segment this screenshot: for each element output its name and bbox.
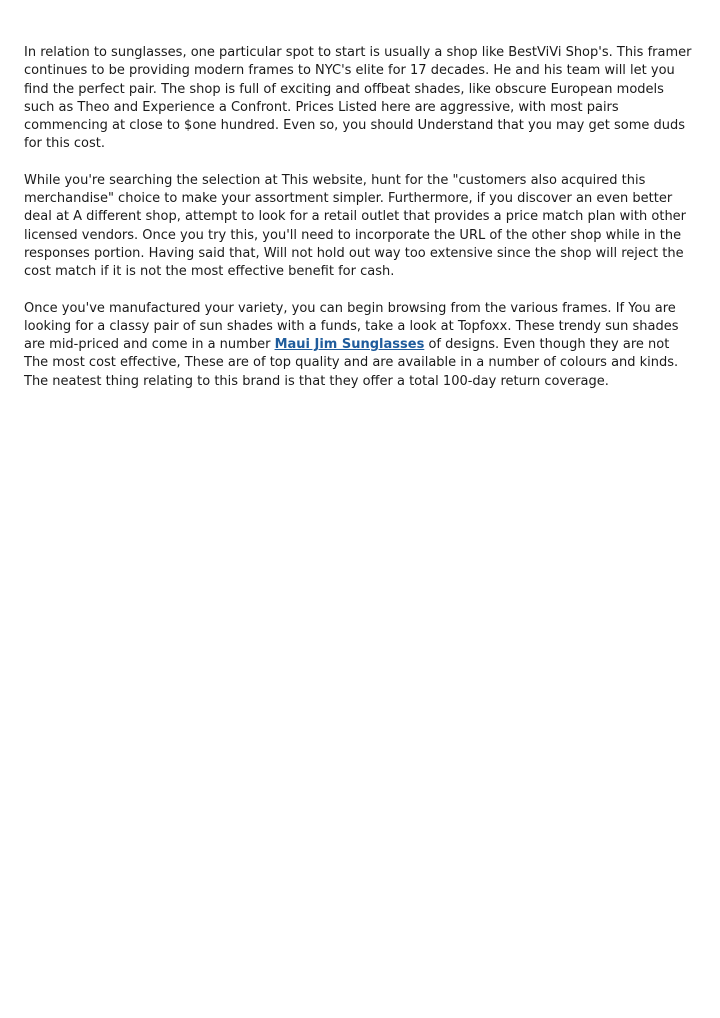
paragraph-3 bbox=[24, 300, 696, 391]
paragraph-3-text-after-link: of designs. Even though they are not The most cost effective, These are of top quality and are available in a number of colours and kinds. The neatest thing relating to this brand is that they offer a total 100-day return coverage. bbox=[24, 337, 679, 389]
paragraph-2 bbox=[24, 172, 696, 282]
maui-jim-sunglasses-link[interactable]: Maui Jim Sunglasses bbox=[274, 337, 425, 353]
paragraph-1-text: In relation to sunglasses, one particular spot to start is usually a shop like BestViVi Shop's. This framer continues to be providing modern frames to NYC's elite for 17 decades. He and his team will let you find the perfect pair. The shop is full of exciting and offbeat shades, like obscure European models such as Theo and Experience a Confront. Prices Listed here are aggressive, with most pairs commencing at close to $one hundred. Even so, you should Understand that you may get some duds for this cost. bbox=[24, 45, 692, 152]
document-body bbox=[24, 44, 696, 409]
paragraph-1 bbox=[24, 44, 696, 154]
paragraph-3-text-before-link: Once you've manufactured your variety, you can begin browsing from the various frames. If You are looking for a classy pair of sun shades with a funds, take a look at Topfoxx. These trendy sun shades are mid-priced and come in a number bbox=[24, 300, 679, 353]
paragraph-2-text: While you're searching the selection at This website, hunt for the "customers also acquired this merchandise" choice to make your assortment simpler. Furthermore, if you discover an even better deal at A different shop, attempt to look for a retail outlet that provides a price match plan with other licensed vendors. Once you try this, you'll need to incorporate the URL of the other shop while in the responses portion. Having said that, Will not hold out way too extensive since the shop will reject the cost match if it is not the most effective benefit for cash. bbox=[24, 172, 687, 280]
